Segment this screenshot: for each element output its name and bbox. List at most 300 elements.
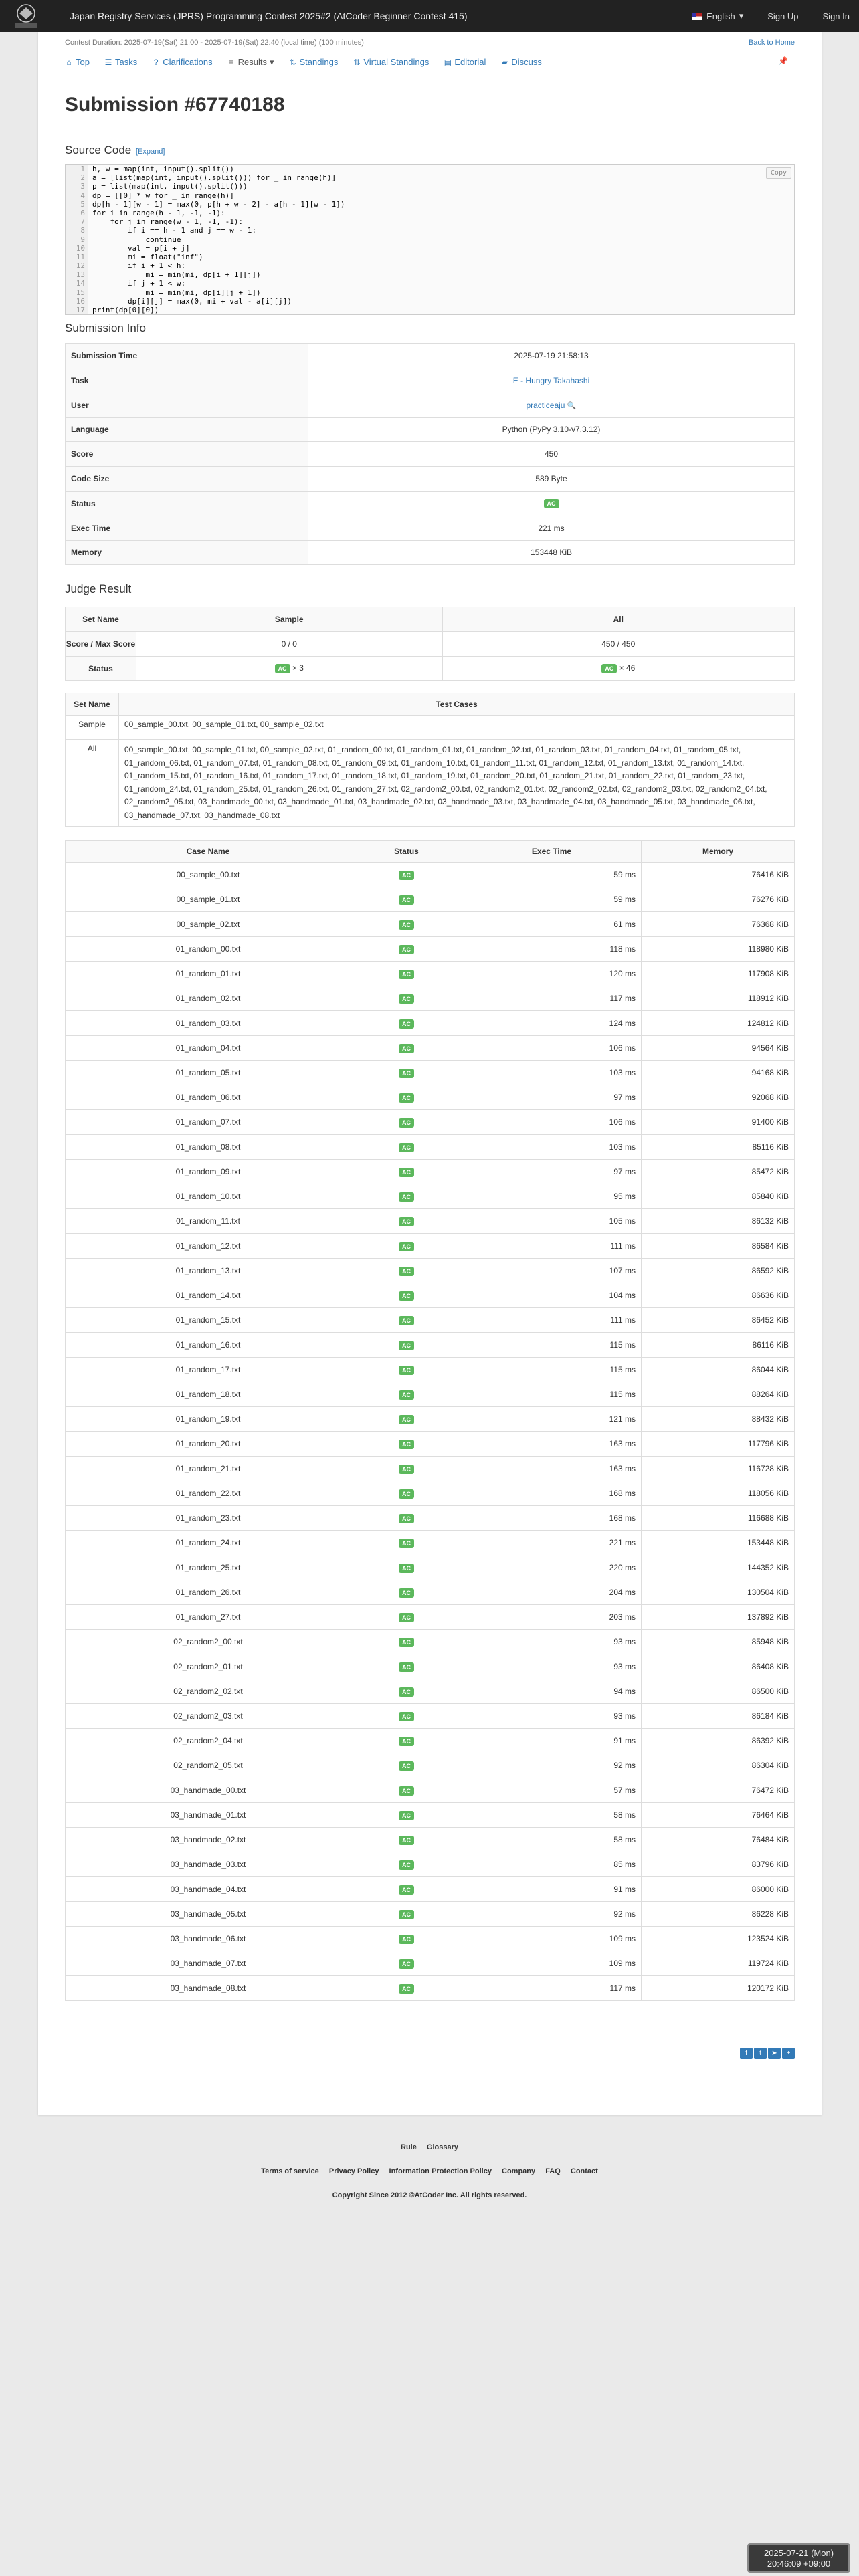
table-row <box>66 1902 795 1927</box>
status-badge: AC <box>399 1019 414 1029</box>
sign-in-link[interactable]: Sign In <box>822 11 850 21</box>
case-exec-time: 92 ms <box>462 1902 642 1927</box>
table-row <box>66 467 795 492</box>
line-number: 2 <box>66 173 88 182</box>
status-badge: AC <box>399 1984 414 1994</box>
line-number: 5 <box>66 200 88 209</box>
status-badge: AC <box>399 1242 414 1251</box>
col-set-name: Set Name <box>66 607 136 632</box>
sample-score: 0 / 0 <box>136 632 443 657</box>
table-row <box>66 1630 795 1654</box>
case-memory: 120172 KiB <box>642 1976 795 2001</box>
sign-up-link[interactable]: Sign Up <box>767 11 799 21</box>
case-exec-time: 91 ms <box>462 1729 642 1753</box>
caret-down-icon: ▾ <box>739 11 744 21</box>
case-memory: 116728 KiB <box>642 1457 795 1481</box>
status-badge: AC <box>399 1712 414 1721</box>
case-exec-time: 221 ms <box>462 1531 642 1555</box>
status-badge: AC <box>399 1069 414 1078</box>
case-memory: 76368 KiB <box>642 912 795 937</box>
case-status-cell <box>351 1358 462 1382</box>
case-status-cell <box>351 1927 462 1951</box>
case-name: 01_random_03.txt <box>66 1011 351 1036</box>
status-badge: AC <box>399 1143 414 1152</box>
table-row <box>66 1976 795 2001</box>
table-row <box>66 1209 795 1234</box>
case-name: 03_handmade_08.txt <box>66 1976 351 2001</box>
code-text: for j in range(w - 1, -1, -1): <box>92 217 244 227</box>
table-row <box>66 1259 795 1283</box>
case-memory: 123524 KiB <box>642 1927 795 1951</box>
case-memory: 76484 KiB <box>642 1828 795 1852</box>
case-name: 03_handmade_02.txt <box>66 1828 351 1852</box>
table-row <box>66 1308 795 1333</box>
case-exec-time: 107 ms <box>462 1259 642 1283</box>
line-number: 10 <box>66 244 88 253</box>
status-badge: AC <box>399 1662 414 1672</box>
case-name: 01_random_11.txt <box>66 1209 351 1234</box>
case-status-cell <box>351 1184 462 1209</box>
col-status: Status <box>351 841 462 863</box>
case-exec-time: 91 ms <box>462 1877 642 1902</box>
submission-time: 2025-07-19 21:58:13 <box>308 344 795 368</box>
case-name: 01_random_16.txt <box>66 1333 351 1358</box>
row-label: Language <box>66 417 308 442</box>
case-memory: 86500 KiB <box>642 1679 795 1704</box>
case-memory: 86636 KiB <box>642 1283 795 1308</box>
case-memory: 86184 KiB <box>642 1704 795 1729</box>
table-row <box>66 1704 795 1729</box>
case-name: 01_random_10.txt <box>66 1184 351 1209</box>
table-row <box>66 1011 795 1036</box>
all-score: 450 / 450 <box>442 632 795 657</box>
code-text: if j + 1 < w: <box>92 279 186 288</box>
contest-title[interactable]: Japan Registry Services (JPRS) Programming Contest 2025#2 (AtCoder Beginner Contest 415) <box>70 11 468 21</box>
case-memory: 94564 KiB <box>642 1036 795 1061</box>
table-row <box>66 912 795 937</box>
case-status-cell <box>351 1654 462 1679</box>
code-line <box>66 165 794 173</box>
facebook-icon[interactable]: f <box>740 2048 753 2059</box>
code-line <box>66 217 794 226</box>
table-row <box>66 1877 795 1902</box>
case-exec-time: 92 ms <box>462 1753 642 1778</box>
case-status-cell <box>351 1407 462 1432</box>
case-exec-time: 121 ms <box>462 1407 642 1432</box>
case-memory: 86592 KiB <box>642 1259 795 1283</box>
status-badge: AC <box>399 1836 414 1845</box>
language-select[interactable] <box>692 11 743 21</box>
case-exec-time: 204 ms <box>462 1580 642 1605</box>
case-name: 01_random_22.txt <box>66 1481 351 1506</box>
row-label: Code Size <box>66 467 308 492</box>
case-name: 01_random_23.txt <box>66 1506 351 1531</box>
case-name: 01_random_04.txt <box>66 1036 351 1061</box>
case-memory: 86132 KiB <box>642 1209 795 1234</box>
home-icon: ⌂ <box>66 57 72 67</box>
footer-link-faq[interactable]: FAQ <box>545 2167 561 2175</box>
case-exec-time: 124 ms <box>462 1011 642 1036</box>
status-badge: AC <box>399 1093 414 1103</box>
case-memory: 76416 KiB <box>642 863 795 887</box>
status-badge: AC <box>399 1514 414 1523</box>
table-row <box>66 540 795 565</box>
table-row <box>66 442 795 467</box>
line-number: 1 <box>66 165 88 173</box>
telegram-icon[interactable]: ➤ <box>768 2048 781 2059</box>
tab-clarifications[interactable]: ? Clarifications <box>152 57 212 67</box>
tab-discuss[interactable]: ▰ Discuss <box>501 57 542 67</box>
case-name: 03_handmade_07.txt <box>66 1951 351 1976</box>
table-row <box>66 1803 795 1828</box>
status-badge: AC <box>399 1118 414 1128</box>
code-text: continue <box>92 235 181 244</box>
code-line <box>66 306 794 314</box>
exec-time-value: 221 ms <box>308 516 795 540</box>
pin-icon[interactable]: 📌 <box>778 56 788 66</box>
row-label: User <box>66 393 308 417</box>
source-code-heading: Source Code [Expand] <box>65 144 165 156</box>
footer <box>0 2143 859 2199</box>
code-line <box>66 279 794 288</box>
status-badge: AC <box>544 499 559 508</box>
case-name: 03_handmade_03.txt <box>66 1852 351 1877</box>
col-test-cases: Test Cases <box>119 693 795 716</box>
case-status-cell <box>351 937 462 962</box>
table-row <box>66 1234 795 1259</box>
submission-info-heading: Submission Info <box>65 322 146 335</box>
case-status-cell <box>351 962 462 986</box>
case-memory: 86392 KiB <box>642 1729 795 1753</box>
case-status-cell <box>351 1852 462 1877</box>
case-name: 01_random_07.txt <box>66 1110 351 1135</box>
table-row <box>66 1506 795 1531</box>
code-line <box>66 226 794 235</box>
tab-results[interactable]: ≡ Results ▾ <box>227 57 274 68</box>
footer-link-contact[interactable]: Contact <box>570 2167 598 2175</box>
case-status-cell <box>351 1209 462 1234</box>
case-status-cell <box>351 912 462 937</box>
table-row <box>66 1729 795 1753</box>
table-row <box>66 1036 795 1061</box>
case-exec-time: 111 ms <box>462 1234 642 1259</box>
case-status-cell <box>351 1580 462 1605</box>
tab-tasks[interactable]: ☰ Tasks <box>104 57 138 67</box>
status-badge: AC <box>399 1415 414 1424</box>
status-badge: AC <box>399 1935 414 1944</box>
table-row <box>66 937 795 962</box>
table-row <box>66 1457 795 1481</box>
twitter-icon[interactable]: t <box>754 2048 767 2059</box>
copy-button[interactable]: Copy <box>766 167 791 179</box>
sort-icon: ⇅ <box>289 57 296 67</box>
case-exec-time: 120 ms <box>462 962 642 986</box>
score-value: 450 <box>308 442 795 467</box>
language-label: English <box>706 11 735 21</box>
case-exec-time: 115 ms <box>462 1333 642 1358</box>
case-exec-time: 163 ms <box>462 1432 642 1457</box>
status-badge: AC <box>399 1267 414 1276</box>
case-name: 03_handmade_00.txt <box>66 1778 351 1803</box>
code-text: for i in range(h - 1, -1, -1): <box>92 208 225 217</box>
contest-duration: Contest Duration: 2025-07-19(Sat) 21:00 - 2025-07-19(Sat) 22:40 (local time) (100 minutes) <box>65 39 364 47</box>
case-memory: 153448 KiB <box>642 1531 795 1555</box>
status-badge: AC <box>399 970 414 979</box>
case-memory: 86000 KiB <box>642 1877 795 1902</box>
case-status-cell <box>351 1234 462 1259</box>
caret-down-icon: ▾ <box>269 56 274 67</box>
code-text: dp[i][j] = max(0, mi + val - a[i][j]) <box>92 296 292 306</box>
tab-top[interactable]: ⌂ Top <box>65 57 90 67</box>
status-badge: AC <box>399 1885 414 1895</box>
task-link[interactable]: E - Hungry Takahashi <box>512 375 590 385</box>
status-badge: AC <box>399 1638 414 1647</box>
table-row <box>66 1184 795 1209</box>
status-badge: AC <box>399 1341 414 1350</box>
case-status-cell <box>351 1679 462 1704</box>
col-memory: Memory <box>642 841 795 863</box>
case-name: 03_handmade_05.txt <box>66 1902 351 1927</box>
case-exec-time: 203 ms <box>462 1605 642 1630</box>
col-exec-time: Exec Time <box>462 841 642 863</box>
line-number: 17 <box>66 306 88 314</box>
footer-link-terms[interactable]: Terms of service <box>261 2167 319 2175</box>
case-name: 03_handmade_01.txt <box>66 1803 351 1828</box>
table-row <box>66 1828 795 1852</box>
case-status-cell <box>351 1630 462 1654</box>
case-name: 01_random_18.txt <box>66 1382 351 1407</box>
case-name: 01_random_20.txt <box>66 1432 351 1457</box>
case-exec-time: 57 ms <box>462 1778 642 1803</box>
case-memory: 91400 KiB <box>642 1110 795 1135</box>
user-link[interactable]: practiceaju <box>526 400 565 410</box>
table-row <box>66 656 795 681</box>
case-status-cell <box>351 1729 462 1753</box>
code-line <box>66 235 794 244</box>
case-status-cell <box>351 1506 462 1531</box>
status-badge: AC <box>399 1588 414 1598</box>
case-memory: 137892 KiB <box>642 1605 795 1630</box>
case-memory: 86044 KiB <box>642 1358 795 1382</box>
case-exec-time: 115 ms <box>462 1382 642 1407</box>
code-text: print(dp[0][0]) <box>92 306 159 314</box>
case-memory: 83796 KiB <box>642 1852 795 1877</box>
case-name: 01_random_17.txt <box>66 1358 351 1382</box>
code-line <box>66 261 794 270</box>
judge-result-heading: Judge Result <box>65 582 132 596</box>
case-name: 01_random_14.txt <box>66 1283 351 1308</box>
row-label: Exec Time <box>66 516 308 540</box>
code-line <box>66 270 794 279</box>
table-row <box>66 740 795 827</box>
case-status-cell <box>351 1432 462 1457</box>
case-memory: 124812 KiB <box>642 1011 795 1036</box>
table-row <box>66 368 795 393</box>
case-exec-time: 106 ms <box>462 1110 642 1135</box>
case-status-cell <box>351 1704 462 1729</box>
row-label: Submission Time <box>66 344 308 368</box>
case-exec-time: 93 ms <box>462 1704 642 1729</box>
case-name: 02_random2_04.txt <box>66 1729 351 1753</box>
table-row <box>66 1927 795 1951</box>
footer-link-glossary[interactable]: Glossary <box>426 2143 458 2151</box>
copyright: Copyright Since 2012 ©AtCoder Inc. All rights reserved. <box>332 2191 527 2199</box>
status-badge: AC <box>399 1366 414 1375</box>
table-row <box>66 632 795 657</box>
row-label: Status <box>66 491 308 516</box>
tab-standings[interactable]: ⇅ Standings <box>289 57 339 67</box>
row-label: Memory <box>66 540 308 565</box>
case-status-cell <box>351 1828 462 1852</box>
col-case-name: Case Name <box>66 841 351 863</box>
case-exec-time: 103 ms <box>462 1135 642 1160</box>
status-badge: AC <box>399 1192 414 1202</box>
case-name: 01_random_25.txt <box>66 1555 351 1580</box>
test-sets-table <box>65 693 795 827</box>
back-to-home-link[interactable]: Back to Home <box>748 39 795 47</box>
case-status-cell <box>351 1753 462 1778</box>
footer-row-1 <box>0 2143 859 2151</box>
col-all: All <box>442 607 795 632</box>
case-memory: 76464 KiB <box>642 1803 795 1828</box>
status-badge: AC <box>399 871 414 880</box>
case-exec-time: 104 ms <box>462 1283 642 1308</box>
code-text: h, w = map(int, input().split()) <box>92 165 234 173</box>
footer-link-company[interactable]: Company <box>502 2167 536 2175</box>
atcoder-logo[interactable] <box>9 1 43 31</box>
case-name: 01_random_00.txt <box>66 937 351 962</box>
status-badge: AC <box>399 1440 414 1449</box>
case-name: 01_random_01.txt <box>66 962 351 986</box>
case-exec-time: 168 ms <box>462 1506 642 1531</box>
case-name: 01_random_26.txt <box>66 1580 351 1605</box>
status-badge: AC <box>399 1687 414 1697</box>
case-exec-time: 95 ms <box>462 1184 642 1209</box>
line-number: 11 <box>66 253 88 261</box>
case-memory: 85948 KiB <box>642 1630 795 1654</box>
case-status-cell <box>351 1382 462 1407</box>
table-row <box>66 1778 795 1803</box>
col-set-name: Set Name <box>66 693 119 716</box>
memory-value: 153448 KiB <box>308 540 795 565</box>
case-name: 00_sample_02.txt <box>66 912 351 937</box>
case-name: 01_random_27.txt <box>66 1605 351 1630</box>
status-badge: AC <box>399 920 414 930</box>
submission-info-table <box>65 343 795 565</box>
table-row <box>66 1531 795 1555</box>
case-status-cell <box>351 1605 462 1630</box>
case-memory: 85472 KiB <box>642 1160 795 1184</box>
footer-link-info-protection[interactable]: Information Protection Policy <box>389 2167 492 2175</box>
case-memory: 85840 KiB <box>642 1184 795 1209</box>
code-line <box>66 191 794 200</box>
case-status-cell <box>351 1951 462 1976</box>
case-name: 02_random2_03.txt <box>66 1704 351 1729</box>
table-row <box>66 417 795 442</box>
case-exec-time: 59 ms <box>462 887 642 912</box>
case-memory: 117796 KiB <box>642 1432 795 1457</box>
case-exec-time: 118 ms <box>462 937 642 962</box>
status-badge: AC <box>399 1811 414 1820</box>
top-navbar <box>0 0 859 32</box>
case-name: 00_sample_00.txt <box>66 863 351 887</box>
table-row <box>66 1160 795 1184</box>
case-exec-time: 220 ms <box>462 1555 642 1580</box>
flag-icon <box>692 13 702 20</box>
status-badge: AC <box>399 1786 414 1796</box>
case-memory: 86452 KiB <box>642 1308 795 1333</box>
table-row <box>66 1951 795 1976</box>
line-number: 7 <box>66 217 88 226</box>
case-name: 01_random_19.txt <box>66 1407 351 1432</box>
expand-link[interactable]: [Expand] <box>135 148 165 156</box>
status-badge: AC <box>399 1291 414 1301</box>
case-name: 02_random2_05.txt <box>66 1753 351 1778</box>
footer-link-rule[interactable]: Rule <box>401 2143 417 2151</box>
tab-virtual-standings[interactable]: ⇅ Virtual Standings <box>353 57 430 67</box>
source-code-block[interactable] <box>65 164 795 315</box>
case-name: 01_random_15.txt <box>66 1308 351 1333</box>
share-buttons <box>65 2048 795 2059</box>
case-name: 03_handmade_04.txt <box>66 1877 351 1902</box>
case-name: 01_random_05.txt <box>66 1061 351 1085</box>
col-sample: Sample <box>136 607 443 632</box>
case-status-cell <box>351 1011 462 1036</box>
line-number: 6 <box>66 209 88 217</box>
line-number: 12 <box>66 261 88 270</box>
set-cases: 00_sample_00.txt, 00_sample_01.txt, 00_sample_02.txt <box>119 716 795 740</box>
case-status-cell <box>351 1135 462 1160</box>
table-row <box>66 1135 795 1160</box>
case-exec-time: 103 ms <box>462 1061 642 1085</box>
case-exec-time: 94 ms <box>462 1679 642 1704</box>
code-text: if i == h - 1 and j == w - 1: <box>92 226 257 235</box>
status-badge: AC <box>399 1217 414 1226</box>
set-name: All <box>66 740 119 827</box>
judge-result-table <box>65 607 795 681</box>
case-status-cell <box>351 1110 462 1135</box>
code-text: a = [list(map(int, input().split())) for _ in range(h)] <box>92 173 337 183</box>
tasks-icon: ☰ <box>104 57 112 67</box>
footer-link-privacy[interactable]: Privacy Policy <box>328 2167 379 2175</box>
line-number: 4 <box>66 191 88 200</box>
code-text: mi = min(mi, dp[i][j + 1]) <box>92 288 261 297</box>
code-line <box>66 288 794 297</box>
tab-editorial[interactable]: ▤ Editorial <box>444 57 486 67</box>
code-text: if i + 1 < h: <box>92 261 186 271</box>
status-badge: AC <box>399 1390 414 1400</box>
search-icon[interactable]: 🔍 <box>567 401 577 410</box>
set-name: Sample <box>66 716 119 740</box>
plus-share-icon[interactable]: + <box>782 2048 795 2059</box>
case-memory: 117908 KiB <box>642 962 795 986</box>
code-text: mi = min(mi, dp[i + 1][j]) <box>92 270 261 280</box>
case-memory: 86408 KiB <box>642 1654 795 1679</box>
case-status-cell <box>351 1877 462 1902</box>
status-badge: AC <box>399 1539 414 1548</box>
case-exec-time: 115 ms <box>462 1358 642 1382</box>
case-name: 02_random2_01.txt <box>66 1654 351 1679</box>
status-badge: AC <box>275 664 290 673</box>
sample-count: × 3 <box>292 663 304 673</box>
table-row <box>66 491 795 516</box>
table-row <box>66 1358 795 1382</box>
code-text: mi = float("inf") <box>92 252 203 261</box>
table-row <box>66 863 795 887</box>
case-memory: 130504 KiB <box>642 1580 795 1605</box>
case-status-cell <box>351 1555 462 1580</box>
case-memory: 85116 KiB <box>642 1135 795 1160</box>
